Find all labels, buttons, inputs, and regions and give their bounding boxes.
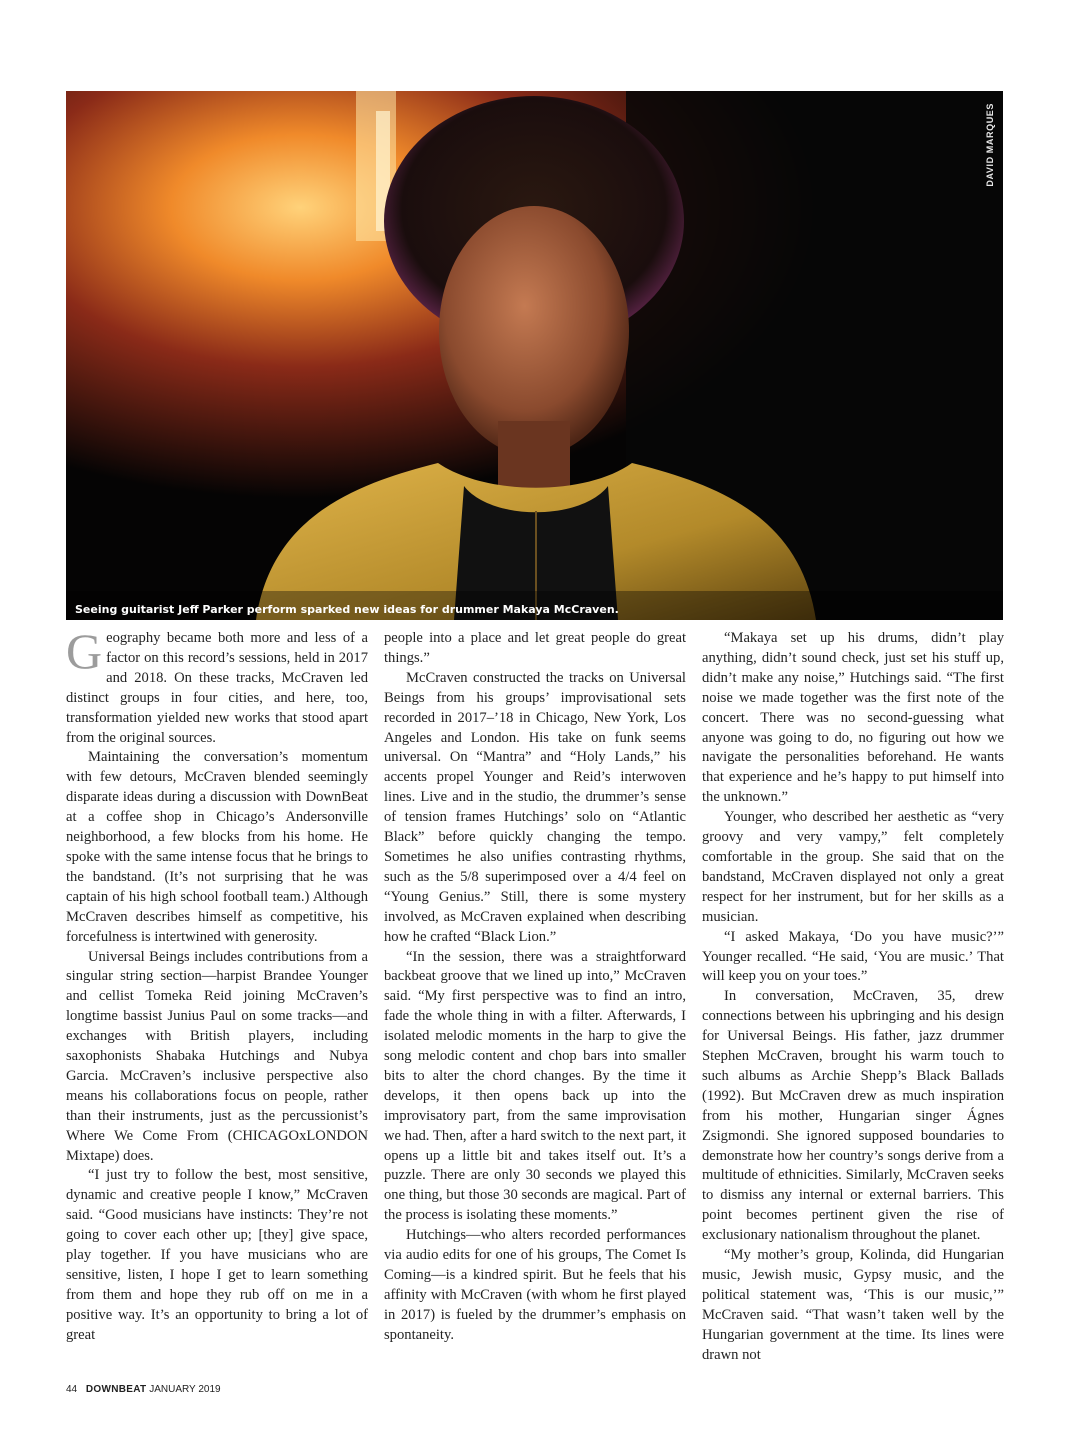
photo-caption: Seeing guitarist Jeff Parker perform sparked new ideas for drummer Makaya McCraven. bbox=[75, 603, 619, 616]
page-footer bbox=[66, 1384, 221, 1395]
photo-credit: DAVID MARQUES bbox=[985, 103, 995, 187]
paragraph: Maintaining the conversation’s momentum with few detours, McCraven blended seemingly disparate ideas during a discussion with DownBeat at a coffee shop in Chicago’s Andersonville neighborhood, a few blocks from his home. He spoke with the same intense focus that he brings to the bandstand. (It’s not surprising that he was captain of his high school football team.) Although McCraven describes himself as competitive, his forcefulness is intertwined with generosity. bbox=[66, 749, 368, 945]
portrait-illustration bbox=[66, 91, 1003, 620]
paragraph: Younger, who described her aesthetic as “very groovy and very vampy,” felt completely comfortable in the group. She said that on the bandstand, McCraven displayed not only a great respect for her instrument, but for her skills as a musician. bbox=[702, 809, 1004, 925]
issue-date: JANUARY 2019 bbox=[149, 1384, 221, 1395]
paragraph: people into a place and let great people do great things.” bbox=[384, 630, 686, 666]
paragraph: McCraven constructed the tracks on Universal Beings from his groups’ improvisational sets recorded in 2017–’18 in Chicago, New York, Los Angeles and London. His take on funk seems universal. On “Mantra” and “Holy Lands,” his accents propel Younger and Reid’s interwoven lines. Live and in the studio, the drummer’s sense of tension frames Hutchings’ solo on “Atlantic Black” before quickly changing the tempo. Sometimes he also unifies contrasting rhythms, such as the 5/8 superimposed over a 4/4 feel on “Young Genius.” Still, there is some mystery involved, as McCraven explained when describing how he crafted “Black Lion.” bbox=[384, 669, 686, 945]
paragraph: “I asked Makaya, ‘Do you have music?’” Younger recalled. “He said, ‘You are music.’ That will keep you on your toes.” bbox=[702, 928, 1004, 985]
paragraph: Hutchings—who alters recorded performances via audio edits for one of his groups, The Comet Is Coming—is a kindred spirit. But he feels that his affinity with McCraven (with whom he first played in 2017) is fueled by the drummer’s emphasis on spontaneity. bbox=[384, 1227, 686, 1343]
drop-cap: G bbox=[66, 623, 103, 679]
paragraph: In conversation, McCraven, 35, drew connections between his upbringing and his design for Universal Beings. His father, jazz drummer Stephen McCraven, brought his warm touch to such albums as Archie Shepp’s Black Ballads (1992). But McCraven drew as much inspiration from his mother, Hungarian singer Ágnes Zsigmondi. She ignored supposed boundaries to demonstrate how her country’s songs derive from a multitude of ethnicities. Similarly, McCraven seeks to dismiss any internal or external barriers. This point becomes pertinent given the rise of exclusionary nationalism throughout the planet. bbox=[702, 988, 1004, 1244]
article-column-2 bbox=[384, 629, 686, 1346]
magazine-name: DOWNBEAT bbox=[85, 1384, 147, 1395]
article-column-1 bbox=[66, 623, 368, 1346]
paragraph: “My mother’s group, Kolinda, did Hungarian music, Jewish music, Gypsy music, and the political statement was, ‘This is our music,’” McCraven said. “That wasn’t taken well by the Hungarian government at the time. Its lines were drawn not bbox=[702, 1247, 1004, 1363]
article-column-3 bbox=[702, 629, 1004, 1366]
paragraph: Universal Beings includes contributions from a singular string section—harpist Brandee Younger and cellist Tomeka Reid joining McCraven’s longtime bassist Junius Paul on some tracks—and exchanges with British players, including saxophonists Shabaka Hutchings and Nubya Garcia. McCraven’s inclusive perspective also means his collaborations focus on people, rather than their instruments, just as the percussionist’s Where We Come From (CHICAGOxLONDON Mixtape) does. bbox=[66, 948, 368, 1164]
hero-photo bbox=[66, 91, 1003, 620]
paragraph: “I just try to follow the best, most sensitive, dynamic and creative people I know,” McCraven said. “Good musicians have instincts: They’re not going to cover each other up; [they] give space, play together. If you have musicians who are sensitive, listen, I hope I get to learn something from them and hope they rub off on me in a positive way. It’s an opportunity to bring a lot of great bbox=[66, 1167, 368, 1343]
paragraph: “Makaya set up his drums, didn’t play anything, didn’t sound check, just set his stuff up, didn’t make any noise,” Hutchings said. “The first noise we made together was the first note of the concert. There was no second-guessing what anyone was going to do, no figuring out how we navigate the personalities beforehand. He wants that experience and he’s happy to put himself into the unknown.” bbox=[702, 630, 1004, 806]
paragraph: Geography became both more and less of a factor on this record’s sessions, held in 2017 and 2018. On these tracks, McCraven led distinct groups in four cities, and here, too, transformation yielded new works that stood apart from the original sources. bbox=[66, 623, 368, 746]
page-number: 44 bbox=[66, 1384, 78, 1395]
paragraph: “In the session, there was a straightforward backbeat groove that we lined up into,” McCraven said. “My first perspective was to find an intro, fade the whole thing in with a filter. Afterwards, I isolated melodic moments in the harp to give the song melodic content and chop bars into smaller bits to alter the chord changes. By the time it develops, it then opens back up into the improvisatory part, from the same improvisation we had. Then, after a hard switch to the next part, it opens up a little bit and takes itself out. It’s a puzzle. There are only 30 seconds we played this one thing, but those 30 seconds are magical. Part of the process is isolating these moments.” bbox=[384, 948, 686, 1224]
